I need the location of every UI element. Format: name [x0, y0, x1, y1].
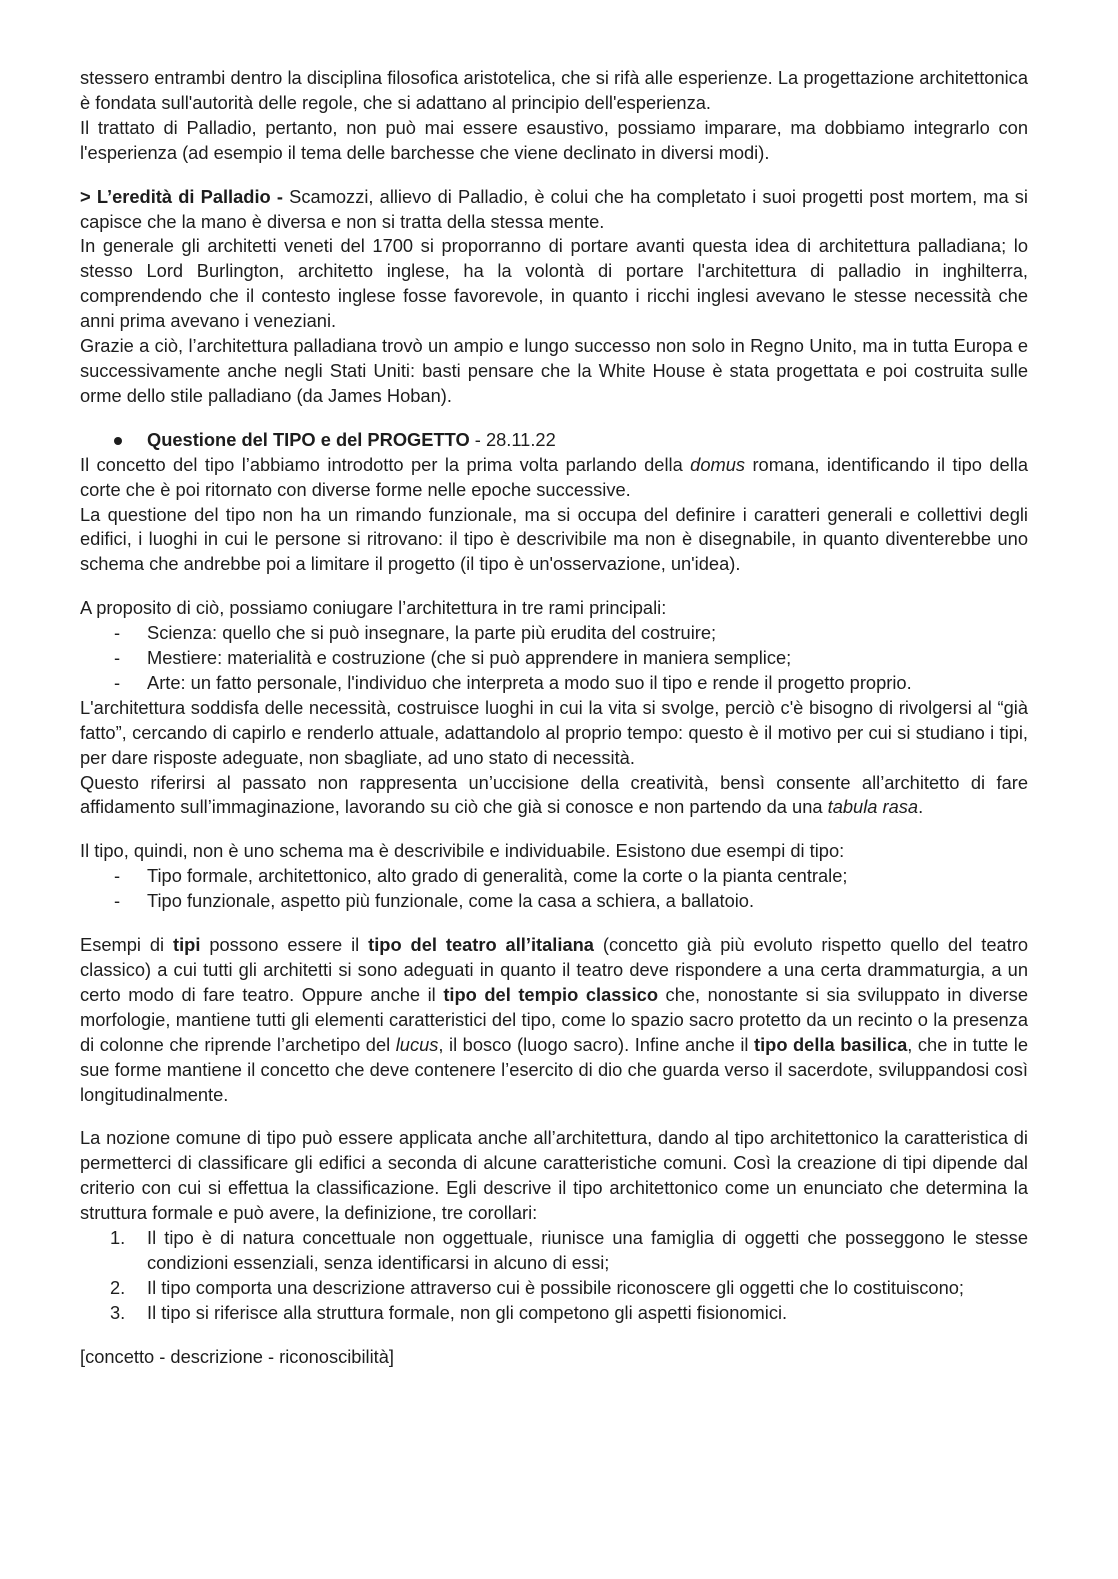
italic-term: lucus	[395, 1033, 439, 1055]
document-page	[80, 66, 1028, 1370]
list-item: - Scienza: quello che si può insegnare, la parte più erudita del costruire;	[80, 621, 1028, 646]
paragraph: L'architettura soddisfa delle necessità, costruisce luoghi in cui la vita si svolge, perciò c'è bisogno di rivolgersi al “già fatto”, cercando di capirlo e renderlo attuale, adattandolo al proprio tempo: questo è il motivo per cui si studiano i tipi, per dare risposte adeguate, non sbagliate, ad uno stato di necessità.	[80, 696, 1028, 768]
paragraph: Questo riferirsi al passato non rappresenta un’uccisione della creatività, bensì consente all’architetto di fare affidamento sull’immaginazione, lavorando su ciò che già si conosce e non partendo da una tabula rasa.	[80, 771, 1028, 818]
number-marker: 2.	[110, 1276, 126, 1298]
italic-term: domus	[690, 453, 746, 475]
section-title: Questione del TIPO e del PROGETTO	[147, 428, 470, 450]
list-item: 3. Il tipo si riferisce alla struttura formale, non gli competono gli aspetti fisionomici.	[80, 1301, 1028, 1326]
paragraph: A proposito di ciò, possiamo coniugare l’architettura in tre rami principali:	[80, 597, 667, 619]
dash-marker: -	[114, 671, 121, 693]
italic-term: tabula rasa	[827, 796, 919, 818]
dash-marker: -	[114, 622, 121, 644]
paragraph: Grazie a ciò, l’architettura palladiana trovò un ampio e lungo successo non solo in Regno Unito, ma in tutta Europa e successivamente anche negli Stati Uniti: basti pensare che la White House è stata progettata e poi costruita sulle orme dello stile palladiano (da James Hoban).	[80, 335, 1028, 406]
footer-note: [concetto - descrizione - riconoscibilità]	[80, 1345, 394, 1367]
list-item: 2. Il tipo comporta una descrizione attraverso cui è possibile riconoscere gli oggetti che lo costituiscono;	[80, 1276, 1028, 1301]
list-item: - Tipo funzionale, aspetto più funzionale, come la casa a schiera, a ballatoio.	[80, 889, 1028, 914]
rami-list	[80, 621, 1028, 696]
list-item: - Arte: un fatto personale, l'individuo che interpreta a modo suo il tipo e rende il progetto proprio.	[80, 671, 1028, 696]
list-item: - Mestiere: materialità e costruzione (che si può apprendere in maniera semplice;	[80, 646, 1028, 671]
bold-term: tipo del teatro all’italiana	[368, 934, 594, 956]
paragraph: La questione del tipo non ha un rimando funzionale, ma si occupa del definire i caratteri generali e collettivi degli edifici, i luoghi in cui le persone si ritrovano: il tipo è descrivibile ma non è disegnabile, in quanto diventerebbe uno schema che andrebbe poi a limitare il progetto (il tipo è un'osservazione, un'idea).	[80, 503, 1028, 575]
list-item: 1. Il tipo è di natura concettuale non oggettuale, riunisce una famiglia di oggetti che posseggono le stesse condizioni essenziali, senza identificarsi in alcuno di essi;	[110, 1227, 1028, 1273]
bold-term: tipi	[173, 934, 201, 956]
section-heading-eredita: > L’eredità di Palladio -	[80, 185, 283, 207]
paragraph: In generale gli architetti veneti del 1700 si proporranno di portare avanti questa idea di architettura palladiana; lo stesso Lord Burlington, architetto inglese, ha la volontà di portare l'architettura di palladio in inghilterra, comprendendo che il contesto inglese fosse favorevole, in quanto i ricchi inglesi avevano le stesse necessità che anni prima avevano i veneziani.	[80, 235, 1028, 332]
paragraph: Esempi di tipi possono essere il tipo del teatro all’italiana (concetto già più evoluto rispetto quello del teatro classico) a cui tutti gli architetti si sono adeguati in quanto il teatro deve rispondere a una certa drammaturgia, a un certo modo di fare teatro. Oppure anche il tipo del tempio classico che, nonostante si sia sviluppato in diverse morfologie, mantiene tutti gli elementi caratteristici del tipo, come lo spazio sacro protetto da un recinto o la presenza di colonne che riprende l’archetipo del lucus, il bosco (luogo sacro). Infine anche il tipo della basilica, che in tutte le sue forme mantiene il concetto che deve contenere l’esercito di dio che guarda verso il sacerdote, sviluppandosi così longitudinalmente.	[80, 934, 1028, 1105]
section-date: - 28.11.22	[469, 428, 556, 450]
dash-marker: -	[114, 890, 121, 912]
bold-term: tipo della basilica	[753, 1033, 908, 1055]
list-item: - Tipo formale, architettonico, alto grado di generalità, come la corte o la pianta centrale;	[80, 864, 1028, 889]
paragraph: Il concetto del tipo l’abbiamo introdotto per la prima volta parlando della domus romana, identificando il tipo della corte che è poi ritornato con diverse forme nelle epoche successive.	[80, 453, 1028, 500]
paragraph: La nozione comune di tipo può essere applicata anche all’architettura, dando al tipo architettonico la caratteristica di permetterci di classificare gli edifici a seconda di alcune caratteristiche comuni. Così la creazione di tipi dipende dal criterio con cui si effettua la classificazione. Egli descrive il tipo architettonico come un enunciato che determina la struttura formale e può avere, la definizione, tre corollari:	[80, 1127, 1028, 1224]
paragraph-text: Scamozzi, allievo di Palladio, è colui che ha completato i suoi progetti post mortem, ma si capisce che la mano è diversa e non si tratta della stessa mente.	[80, 185, 1028, 232]
corollari-list	[80, 1226, 1028, 1326]
bold-term: tipo del tempio classico	[443, 983, 658, 1005]
bullet-icon	[114, 437, 122, 445]
esempi-list	[80, 864, 1028, 914]
number-marker: 1.	[110, 1227, 126, 1249]
section-heading-tipo	[80, 428, 1028, 453]
paragraph: Il trattato di Palladio, pertanto, non può mai essere esaustivo, possiamo imparare, ma dobbiamo integrarlo con l'esperienza (ad esempio il tema delle barchesse che viene declinato in diversi modi).	[80, 116, 1028, 163]
paragraph-eredita	[80, 185, 1028, 235]
paragraph: stessero entrambi dentro la disciplina filosofica aristotelica, che si rifà alle esperienze. La progettazione architettonica è fondata sull'autorità delle regole, che si adattano al principio dell'esperienza.	[80, 67, 1028, 113]
dash-marker: -	[114, 647, 121, 669]
dash-marker: -	[114, 865, 121, 887]
paragraph: Il tipo, quindi, non è uno schema ma è descrivibile e individuabile. Esistono due esempi di tipo:	[80, 840, 845, 862]
number-marker: 3.	[110, 1301, 126, 1323]
